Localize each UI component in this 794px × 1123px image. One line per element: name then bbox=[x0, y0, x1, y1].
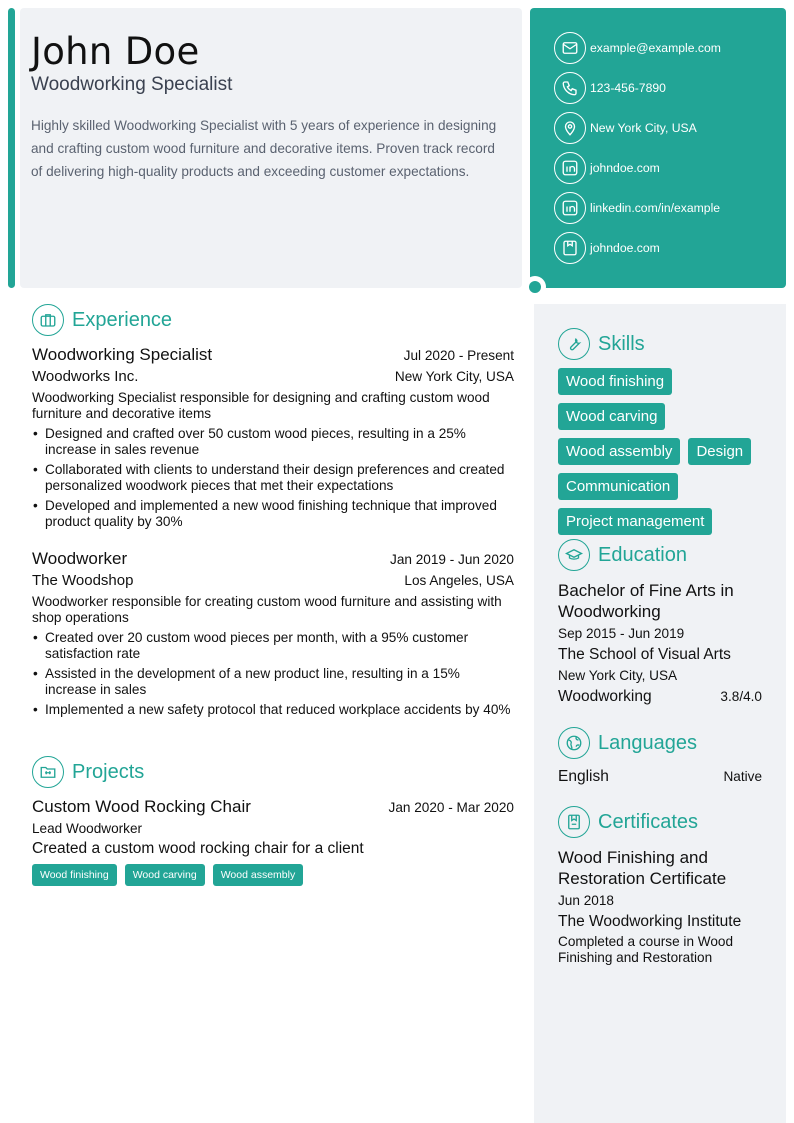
section-label: Languages bbox=[598, 731, 697, 754]
achievement: • Assisted in the development of a new product line, resulting in a 15% increase in sales bbox=[32, 666, 514, 698]
section-label: Certificates bbox=[598, 810, 699, 833]
skills-heading bbox=[558, 328, 645, 360]
projects-heading bbox=[32, 756, 144, 788]
field-of-study: Woodworking bbox=[558, 688, 652, 705]
project-description: Created a custom wood rocking chair for a client bbox=[32, 840, 364, 857]
job-location: Los Angeles, USA bbox=[404, 573, 514, 588]
language-name: English bbox=[558, 768, 609, 785]
experience-item bbox=[32, 345, 514, 534]
phone-icon bbox=[554, 72, 586, 104]
accent-bar bbox=[8, 8, 15, 288]
skills-list bbox=[558, 368, 770, 535]
experience-item bbox=[32, 549, 514, 722]
section-label: Skills bbox=[598, 332, 645, 355]
certificate-title: Wood Finishing and Restoration Certificate bbox=[558, 848, 727, 888]
project-title: Custom Wood Rocking Chair bbox=[32, 797, 251, 816]
wrench-icon bbox=[558, 328, 590, 360]
project-tag: Wood carving bbox=[125, 864, 205, 886]
company: The Woodshop bbox=[32, 572, 134, 589]
certificate-date: Jun 2018 bbox=[558, 893, 614, 908]
job-date: Jul 2020 - Present bbox=[403, 348, 514, 363]
experience-heading bbox=[32, 304, 172, 336]
achievement-list bbox=[32, 426, 514, 530]
school: The School of Visual Arts bbox=[558, 646, 731, 663]
skill-tag: Communication bbox=[558, 473, 678, 500]
languages-heading bbox=[558, 727, 697, 759]
contact-phone[interactable] bbox=[554, 72, 666, 104]
certificate-icon bbox=[558, 806, 590, 838]
job-title: Woodworker bbox=[32, 549, 128, 568]
briefcase-icon bbox=[32, 304, 64, 336]
contact-text: johndoe.com bbox=[590, 161, 660, 175]
certificate-item bbox=[558, 847, 762, 966]
graduation-cap-icon bbox=[558, 539, 590, 571]
skill-tag: Wood carving bbox=[558, 403, 665, 430]
project-tag: Wood assembly bbox=[213, 864, 304, 886]
contact-text: 123-456-7890 bbox=[590, 81, 666, 95]
project-tag: Wood finishing bbox=[32, 864, 117, 886]
job-title: Woodworking Specialist bbox=[32, 345, 213, 364]
section-label: Experience bbox=[72, 308, 173, 331]
achievement: • Developed and implemented a new wood finishing technique that improved product quality by 30% bbox=[32, 498, 514, 530]
linkedin-icon bbox=[554, 152, 586, 184]
job-location: New York City, USA bbox=[394, 369, 514, 384]
language-item bbox=[558, 767, 762, 787]
company: Woodworks Inc. bbox=[32, 368, 139, 385]
linkedin-icon bbox=[554, 192, 586, 224]
section-label: Education bbox=[598, 543, 687, 566]
certificate-description: Completed a course in Wood Finishing and Restoration bbox=[558, 934, 734, 965]
contact-text: example@example.com bbox=[590, 41, 721, 55]
contact-text: johndoe.com bbox=[590, 241, 660, 255]
contact-location bbox=[554, 112, 697, 144]
contact-text: New York City, USA bbox=[590, 121, 697, 135]
section-label: Projects bbox=[72, 760, 145, 783]
contact-linkedin[interactable] bbox=[554, 192, 720, 224]
certificate-issuer: The Woodworking Institute bbox=[558, 913, 742, 930]
project-item bbox=[32, 797, 514, 886]
job-date: Jan 2019 - Jun 2020 bbox=[390, 552, 514, 567]
contact-text: linkedin.com/in/example bbox=[590, 201, 721, 215]
education-location: New York City, USA bbox=[558, 668, 678, 683]
skill-tag: Wood finishing bbox=[558, 368, 672, 395]
folder-icon bbox=[32, 756, 64, 788]
skill-tag: Project management bbox=[558, 508, 712, 535]
achievement: • Designed and crafted over 50 custom wood pieces, resulting in a 25% increase in sales revenue bbox=[32, 426, 514, 458]
certificates-heading bbox=[558, 806, 698, 838]
achievement-list bbox=[32, 630, 514, 718]
candidate-title: Woodworking Specialist bbox=[31, 74, 233, 95]
candidate-name: John Doe bbox=[31, 30, 200, 73]
location-icon bbox=[554, 112, 586, 144]
degree: Bachelor of Fine Arts in Woodworking bbox=[558, 581, 734, 621]
achievement: • Created over 20 custom wood pieces per month, with a 95% customer satisfaction rate bbox=[32, 630, 514, 662]
language-level: Native bbox=[723, 769, 762, 784]
job-description: Woodworker responsible for creating custom wood furniture and assisting with shop operations bbox=[32, 594, 502, 625]
education-item bbox=[558, 580, 762, 707]
contact-email[interactable] bbox=[554, 32, 721, 64]
project-tags bbox=[32, 864, 514, 886]
job-description: Woodworking Specialist responsible for designing and crafting custom wood furniture and decorative items bbox=[32, 390, 490, 421]
achievement: • Collaborated with clients to understand their design preferences and created personalized woodwork pieces that met their expectations bbox=[32, 462, 514, 494]
email-icon bbox=[554, 32, 586, 64]
project-date: Jan 2020 - Mar 2020 bbox=[388, 800, 514, 815]
gpa: 3.8/4.0 bbox=[720, 689, 762, 704]
education-date: Sep 2015 - Jun 2019 bbox=[558, 626, 685, 641]
summary: Highly skilled Woodworking Specialist with 5 years of experience in designing and crafting custom wood furniture and decorative items. Proven track record of delivering high-quality products and exceeding customer expectations. bbox=[31, 118, 497, 179]
contact-website[interactable] bbox=[554, 152, 660, 184]
achievement: • Implemented a new safety protocol that reduced workplace accidents by 40% bbox=[32, 702, 514, 718]
globe-icon bbox=[558, 727, 590, 759]
project-role: Lead Woodworker bbox=[32, 821, 143, 836]
education-heading bbox=[558, 539, 687, 571]
website-icon bbox=[554, 232, 586, 264]
skill-tag: Wood assembly bbox=[558, 438, 680, 465]
contact-portfolio[interactable] bbox=[554, 232, 660, 264]
decor-dot bbox=[529, 281, 541, 293]
skill-tag: Design bbox=[688, 438, 751, 465]
